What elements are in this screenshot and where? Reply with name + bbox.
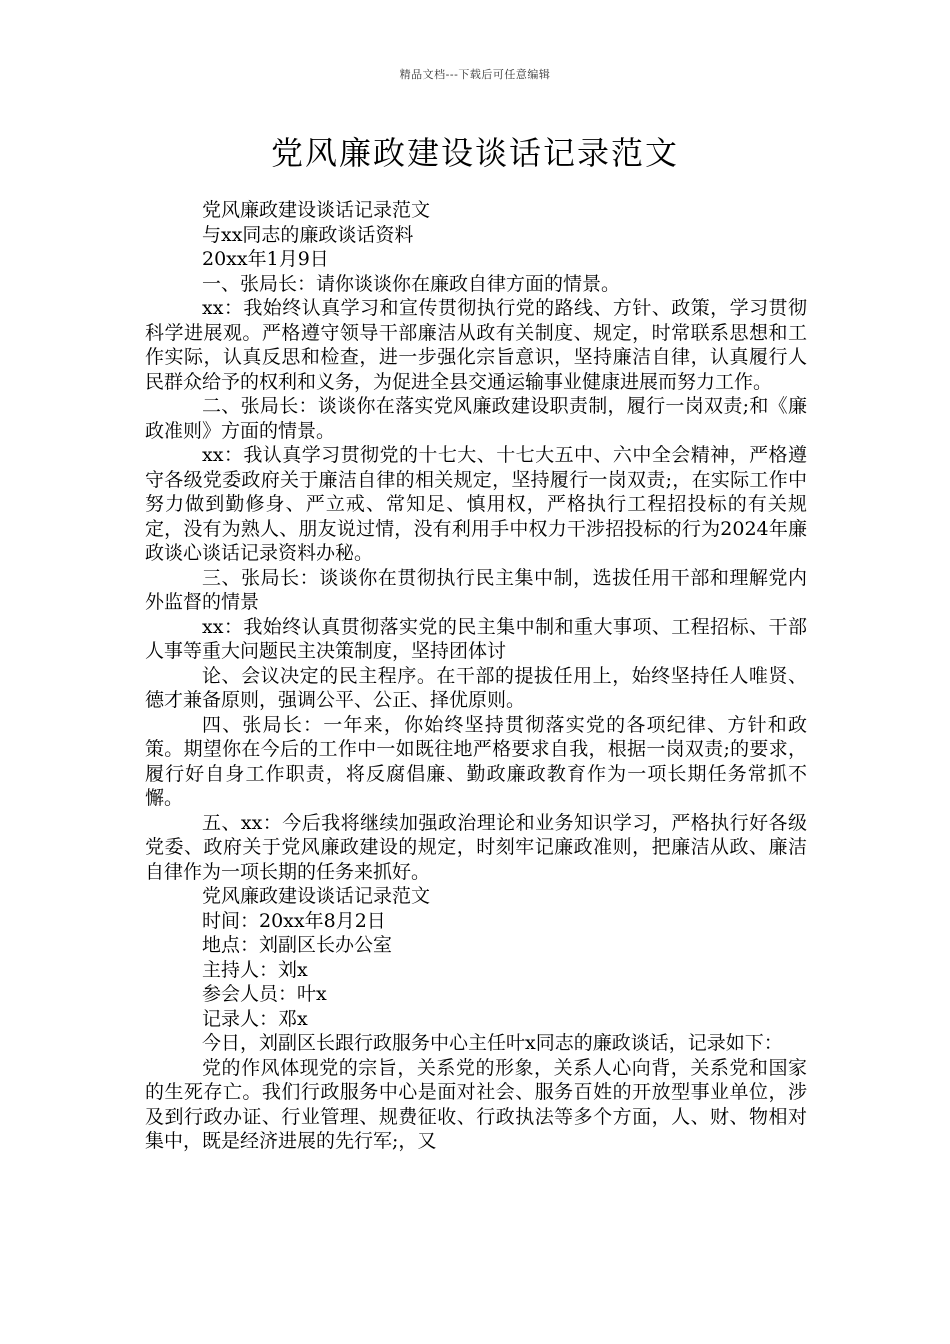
body-paragraph: 与xx同志的廉政谈话资料 bbox=[202, 223, 414, 246]
body-paragraph: 今日，刘副区长跟行政服务中心主任叶x同志的廉政谈话，记录如下： bbox=[202, 1032, 783, 1054]
document-title: 党风廉政建设谈话记录范文 bbox=[270, 134, 679, 172]
body-paragraph: 三、张局长：谈谈你在贯彻执行民主集中制，选拔任用干部和理解党内外监督的情景 bbox=[145, 566, 807, 613]
document-body bbox=[145, 198, 807, 1154]
body-paragraph: 党风廉政建设谈话记录范文 bbox=[202, 885, 431, 907]
body-paragraph: 四、张局长：一年来，你始终坚持贯彻落实党的各项纪律、方针和政策。期望你在今后的工作中一如既往地严格要求自我，根据一岗双责;的要求，履行好自身工作职责，将反腐倡廉、勤政廉政教育作为一项长期任务常抓不懈。 bbox=[145, 713, 807, 809]
body-paragraph: 参会人员：叶x bbox=[202, 983, 327, 1005]
body-paragraph: 记录人：邓x bbox=[202, 1007, 308, 1030]
body-paragraph: 二、张局长：谈谈你在落实党风廉政建设职责制，履行一岗双责;和《廉政准则》方面的情景。 bbox=[145, 395, 807, 442]
body-paragraph: 党风廉政建设谈话记录范文 bbox=[202, 199, 431, 221]
body-paragraph: xx：我认真学习贯彻党的十七大、十七大五中、六中全会精神，严格遵守各级党委政府关于廉洁自律的相关规定，坚持履行一岗双责;，在实际工作中努力做到勤修身、严立戒、常知足、慎用权，严格执行工程招投标的有关规定，没有为熟人、朋友说过情，没有利用手中权力干涉招投标的行为2024年廉政谈心谈话记录资料办秘。 bbox=[145, 444, 807, 564]
body-paragraph: 五、xx：今后我将继续加强政治理论和业务知识学习，严格执行好各级党委、政府关于党风廉政建设的规定，时刻牢记廉政准则，把廉洁从政、廉洁自律作为一项长期的任务来抓好。 bbox=[145, 811, 807, 883]
header-note: 精品文档---下载后可任意编辑 bbox=[399, 68, 551, 81]
body-paragraph: 地点：刘副区长办公室 bbox=[202, 934, 393, 956]
body-paragraph: xx：我始终认真学习和宣传贯彻执行党的路线、方针、政策，学习贯彻科学进展观。严格遵守领导干部廉洁从政有关制度、规定，时常联系思想和工作实际，认真反思和检查，进一步强化宗旨意识，坚持廉洁自律，认真履行人民群众给予的权利和义务，为促进全县交通运输事业健康进展而努力工作。 bbox=[145, 297, 807, 393]
body-paragraph: 党的作风体现党的宗旨，关系党的形象，关系人心向背，关系党和国家的生死存亡。我们行政服务中心是面对社会、服务百姓的开放型事业单位，涉及到行政办证、行业管理、规费征收、行政执法等多个方面，人、财、物相对集中，既是经济进展的先行军;，又 bbox=[145, 1056, 807, 1152]
body-paragraph: 论、会议决定的民主程序。在干部的提拔任用上，始终坚持任人唯贤、德才兼备原则，强调公平、公正、择优原则。 bbox=[145, 664, 807, 711]
body-paragraph: 时间：20xx年8月2日 bbox=[202, 909, 386, 932]
body-paragraph: 20xx年1月9日 bbox=[202, 248, 329, 270]
body-paragraph: 主持人：刘x bbox=[202, 958, 308, 981]
body-paragraph: xx：我始终认真贯彻落实党的民主集中制和重大事项、工程招标、干部人事等重大问题民主决策制度，坚持团体讨 bbox=[145, 615, 807, 662]
body-paragraph: 一、张局长：请你谈谈你在廉政自律方面的情景。 bbox=[202, 272, 621, 295]
